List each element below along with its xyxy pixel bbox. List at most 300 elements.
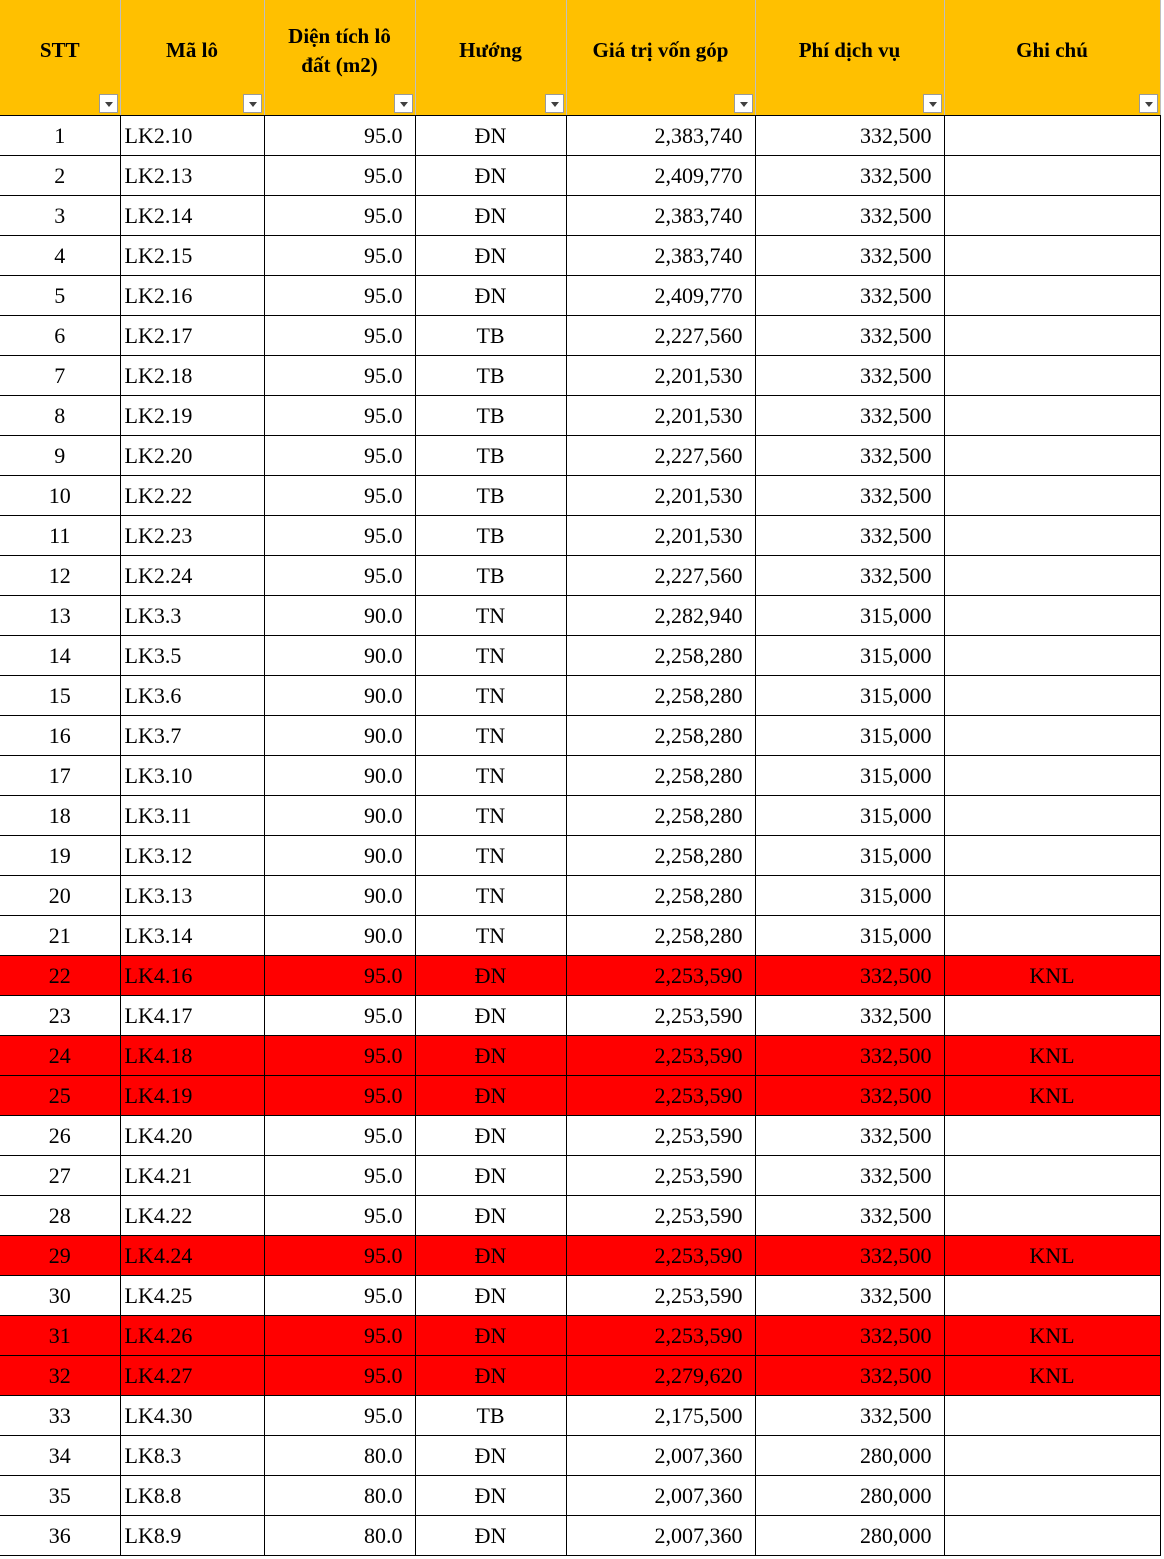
table-header	[0, 0, 1160, 116]
lot-code-cell[interactable]: LK2.18	[120, 356, 264, 396]
service-fee-cell[interactable]: 332,500	[755, 1036, 944, 1076]
direction-cell[interactable]: TN	[415, 836, 566, 876]
contribution-value-cell[interactable]: 2,253,590	[566, 1156, 755, 1196]
lot-code-cell[interactable]: LK3.3	[120, 596, 264, 636]
service-fee-cell[interactable]: 332,500	[755, 1316, 944, 1356]
direction-cell[interactable]: ĐN	[415, 156, 566, 196]
contribution-value-cell[interactable]: 2,175,500	[566, 1396, 755, 1436]
contribution-value-cell[interactable]: 2,253,590	[566, 1036, 755, 1076]
direction-cell[interactable]: ĐN	[415, 1436, 566, 1476]
note-cell[interactable]	[944, 516, 1160, 556]
stt-cell[interactable]: 33	[0, 1396, 120, 1436]
area-cell[interactable]: 95.0	[264, 276, 415, 316]
contribution-value-cell[interactable]: 2,253,590	[566, 1316, 755, 1356]
header-stt[interactable]	[0, 0, 120, 116]
area-cell[interactable]: 95.0	[264, 516, 415, 556]
header-label: Ghi chú	[1016, 38, 1088, 62]
service-fee-cell[interactable]: 332,500	[755, 316, 944, 356]
service-fee-cell[interactable]: 280,000	[755, 1436, 944, 1476]
lot-code-cell[interactable]: LK2.10	[120, 116, 264, 156]
lot-code-cell[interactable]: LK4.24	[120, 1236, 264, 1276]
stt-cell[interactable]: 23	[0, 996, 120, 1036]
area-cell[interactable]: 95.0	[264, 436, 415, 476]
table-row	[0, 876, 1160, 916]
service-fee-cell[interactable]: 332,500	[755, 476, 944, 516]
lot-code-cell[interactable]: LK4.27	[120, 1356, 264, 1396]
contribution-value-cell[interactable]: 2,253,590	[566, 1236, 755, 1276]
note-cell[interactable]	[944, 596, 1160, 636]
table-row	[0, 1036, 1160, 1076]
area-cell[interactable]: 95.0	[264, 316, 415, 356]
direction-cell[interactable]: ĐN	[415, 236, 566, 276]
lot-code-cell[interactable]: LK2.16	[120, 276, 264, 316]
lot-code-cell[interactable]: LK4.17	[120, 996, 264, 1036]
stt-cell[interactable]: 3	[0, 196, 120, 236]
contribution-value-cell[interactable]: 2,201,530	[566, 516, 755, 556]
lot-code-cell[interactable]: LK4.16	[120, 956, 264, 996]
contribution-value-cell[interactable]: 2,253,590	[566, 1276, 755, 1316]
service-fee-cell[interactable]: 332,500	[755, 556, 944, 596]
contribution-value-cell[interactable]: 2,383,740	[566, 116, 755, 156]
lot-code-cell[interactable]: LK2.24	[120, 556, 264, 596]
note-cell[interactable]	[944, 1276, 1160, 1316]
note-cell[interactable]	[944, 1156, 1160, 1196]
contribution-value-cell[interactable]: 2,253,590	[566, 1116, 755, 1156]
filter-dropdown-icon[interactable]	[243, 94, 262, 113]
direction-cell[interactable]: TN	[415, 876, 566, 916]
area-cell[interactable]: 95.0	[264, 396, 415, 436]
note-cell[interactable]	[944, 276, 1160, 316]
stt-cell[interactable]: 32	[0, 1356, 120, 1396]
header-label: STT	[39, 38, 80, 62]
table-body	[0, 116, 1160, 1556]
header-gia-tri-von-gop[interactable]	[566, 0, 755, 116]
area-cell[interactable]: 90.0	[264, 796, 415, 836]
area-cell[interactable]: 80.0	[264, 1476, 415, 1516]
table-row	[0, 316, 1160, 356]
filter-dropdown-icon[interactable]	[734, 94, 753, 113]
lot-code-cell[interactable]: LK3.11	[120, 796, 264, 836]
service-fee-cell[interactable]: 315,000	[755, 596, 944, 636]
header-label: Phí dịch vụ	[798, 38, 901, 62]
lot-code-cell[interactable]: LK2.15	[120, 236, 264, 276]
contribution-value-cell[interactable]: 2,201,530	[566, 356, 755, 396]
lot-code-cell[interactable]: LK4.20	[120, 1116, 264, 1156]
lot-code-cell[interactable]: LK4.22	[120, 1196, 264, 1236]
area-cell[interactable]: 95.0	[264, 476, 415, 516]
stt-cell[interactable]: 2	[0, 156, 120, 196]
stt-cell[interactable]: 35	[0, 1476, 120, 1516]
direction-cell[interactable]: ĐN	[415, 996, 566, 1036]
area-cell[interactable]: 95.0	[264, 356, 415, 396]
direction-cell[interactable]: ĐN	[415, 1236, 566, 1276]
stt-cell[interactable]: 27	[0, 1156, 120, 1196]
contribution-value-cell[interactable]: 2,007,360	[566, 1436, 755, 1476]
note-cell[interactable]	[944, 1516, 1160, 1556]
direction-cell[interactable]: ĐN	[415, 956, 566, 996]
direction-cell[interactable]: TB	[415, 396, 566, 436]
note-cell[interactable]	[944, 916, 1160, 956]
note-cell[interactable]	[944, 1196, 1160, 1236]
area-cell[interactable]: 80.0	[264, 1516, 415, 1556]
contribution-value-cell[interactable]: 2,201,530	[566, 476, 755, 516]
direction-cell[interactable]: TB	[415, 556, 566, 596]
direction-cell[interactable]: ĐN	[415, 1476, 566, 1516]
service-fee-cell[interactable]: 315,000	[755, 756, 944, 796]
note-cell[interactable]: KNL	[944, 1076, 1160, 1116]
note-cell[interactable]	[944, 116, 1160, 156]
service-fee-cell[interactable]: 332,500	[755, 1236, 944, 1276]
area-cell[interactable]: 95.0	[264, 1116, 415, 1156]
area-cell[interactable]: 95.0	[264, 1036, 415, 1076]
note-cell[interactable]	[944, 196, 1160, 236]
header-label: Mã lô	[166, 38, 218, 62]
area-cell[interactable]: 95.0	[264, 556, 415, 596]
table-row	[0, 916, 1160, 956]
service-fee-cell[interactable]: 332,500	[755, 1276, 944, 1316]
stt-cell[interactable]: 11	[0, 516, 120, 556]
direction-cell[interactable]: TB	[415, 476, 566, 516]
table-row	[0, 1196, 1160, 1236]
service-fee-cell[interactable]: 280,000	[755, 1516, 944, 1556]
service-fee-cell[interactable]: 315,000	[755, 916, 944, 956]
direction-cell[interactable]: TN	[415, 596, 566, 636]
stt-cell[interactable]: 8	[0, 396, 120, 436]
area-cell[interactable]: 95.0	[264, 1076, 415, 1116]
note-cell[interactable]	[944, 1116, 1160, 1156]
stt-cell[interactable]: 22	[0, 956, 120, 996]
area-cell[interactable]: 90.0	[264, 756, 415, 796]
lot-code-cell[interactable]: LK3.13	[120, 876, 264, 916]
area-cell[interactable]: 95.0	[264, 956, 415, 996]
stt-cell[interactable]: 19	[0, 836, 120, 876]
header-label: Hướng	[459, 38, 522, 62]
service-fee-cell[interactable]: 315,000	[755, 796, 944, 836]
contribution-value-cell[interactable]: 2,007,360	[566, 1516, 755, 1556]
direction-cell[interactable]: ĐN	[415, 1076, 566, 1116]
header-phi-dich-vu[interactable]	[755, 0, 944, 116]
direction-cell[interactable]: ĐN	[415, 116, 566, 156]
note-cell[interactable]	[944, 876, 1160, 916]
direction-cell[interactable]: ĐN	[415, 1276, 566, 1316]
filter-dropdown-icon[interactable]	[394, 94, 413, 113]
service-fee-cell[interactable]: 315,000	[755, 876, 944, 916]
note-cell[interactable]	[944, 796, 1160, 836]
header-dien-tich[interactable]	[264, 0, 415, 116]
service-fee-cell[interactable]: 315,000	[755, 676, 944, 716]
stt-cell[interactable]: 7	[0, 356, 120, 396]
contribution-value-cell[interactable]: 2,258,280	[566, 876, 755, 916]
service-fee-cell[interactable]: 332,500	[755, 1396, 944, 1436]
direction-cell[interactable]: TN	[415, 916, 566, 956]
service-fee-cell[interactable]: 315,000	[755, 716, 944, 756]
note-cell[interactable]	[944, 676, 1160, 716]
table-row	[0, 956, 1160, 996]
service-fee-cell[interactable]: 332,500	[755, 1156, 944, 1196]
service-fee-cell[interactable]: 332,500	[755, 276, 944, 316]
lot-code-cell[interactable]: LK8.9	[120, 1516, 264, 1556]
service-fee-cell[interactable]: 332,500	[755, 116, 944, 156]
service-fee-cell[interactable]: 332,500	[755, 436, 944, 476]
table-row	[0, 436, 1160, 476]
service-fee-cell[interactable]: 315,000	[755, 636, 944, 676]
area-cell[interactable]: 95.0	[264, 196, 415, 236]
direction-cell[interactable]: TB	[415, 436, 566, 476]
lot-code-cell[interactable]: LK4.25	[120, 1276, 264, 1316]
stt-cell[interactable]: 26	[0, 1116, 120, 1156]
table-row	[0, 836, 1160, 876]
lot-code-cell[interactable]: LK2.22	[120, 476, 264, 516]
direction-cell[interactable]: TN	[415, 756, 566, 796]
area-cell[interactable]: 90.0	[264, 716, 415, 756]
stt-cell[interactable]: 29	[0, 1236, 120, 1276]
area-cell[interactable]: 90.0	[264, 596, 415, 636]
stt-cell[interactable]: 16	[0, 716, 120, 756]
contribution-value-cell[interactable]: 2,383,740	[566, 196, 755, 236]
note-cell[interactable]: KNL	[944, 1316, 1160, 1356]
contribution-value-cell[interactable]: 2,258,280	[566, 716, 755, 756]
lot-code-cell[interactable]: LK3.5	[120, 636, 264, 676]
note-cell[interactable]	[944, 1476, 1160, 1516]
table-row	[0, 1076, 1160, 1116]
service-fee-cell[interactable]: 332,500	[755, 1356, 944, 1396]
lot-code-cell[interactable]: LK3.12	[120, 836, 264, 876]
stt-cell[interactable]: 9	[0, 436, 120, 476]
area-cell[interactable]: 95.0	[264, 156, 415, 196]
note-cell[interactable]	[944, 156, 1160, 196]
service-fee-cell[interactable]: 332,500	[755, 396, 944, 436]
contribution-value-cell[interactable]: 2,258,280	[566, 636, 755, 676]
service-fee-cell[interactable]: 280,000	[755, 1476, 944, 1516]
service-fee-cell[interactable]: 332,500	[755, 956, 944, 996]
contribution-value-cell[interactable]: 2,253,590	[566, 1076, 755, 1116]
lot-code-cell[interactable]: LK2.19	[120, 396, 264, 436]
table-row	[0, 1236, 1160, 1276]
header-ma-lo[interactable]	[120, 0, 264, 116]
stt-cell[interactable]: 24	[0, 1036, 120, 1076]
contribution-value-cell[interactable]: 2,258,280	[566, 756, 755, 796]
stt-cell[interactable]: 4	[0, 236, 120, 276]
direction-cell[interactable]: ĐN	[415, 1156, 566, 1196]
lot-code-cell[interactable]: LK8.8	[120, 1476, 264, 1516]
area-cell[interactable]: 95.0	[264, 1356, 415, 1396]
contribution-value-cell[interactable]: 2,383,740	[566, 236, 755, 276]
note-cell[interactable]	[944, 436, 1160, 476]
stt-cell[interactable]: 20	[0, 876, 120, 916]
contribution-value-cell[interactable]: 2,227,560	[566, 316, 755, 356]
area-cell[interactable]: 95.0	[264, 1316, 415, 1356]
direction-cell[interactable]: ĐN	[415, 1196, 566, 1236]
direction-cell[interactable]: TB	[415, 1396, 566, 1436]
lot-code-cell[interactable]: LK2.13	[120, 156, 264, 196]
lot-code-cell[interactable]: LK3.6	[120, 676, 264, 716]
direction-cell[interactable]: TB	[415, 356, 566, 396]
contribution-value-cell[interactable]: 2,258,280	[566, 676, 755, 716]
contribution-value-cell[interactable]: 2,201,530	[566, 396, 755, 436]
direction-cell[interactable]: TB	[415, 516, 566, 556]
contribution-value-cell[interactable]: 2,227,560	[566, 556, 755, 596]
note-cell[interactable]: KNL	[944, 1036, 1160, 1076]
contribution-value-cell[interactable]: 2,409,770	[566, 276, 755, 316]
note-cell[interactable]	[944, 316, 1160, 356]
stt-cell[interactable]: 13	[0, 596, 120, 636]
note-cell[interactable]: KNL	[944, 1236, 1160, 1276]
note-cell[interactable]	[944, 836, 1160, 876]
header-ghi-chu[interactable]	[944, 0, 1160, 116]
area-cell[interactable]: 95.0	[264, 996, 415, 1036]
contribution-value-cell[interactable]: 2,282,940	[566, 596, 755, 636]
stt-cell[interactable]: 36	[0, 1516, 120, 1556]
note-cell[interactable]	[944, 556, 1160, 596]
lot-code-cell[interactable]: LK4.18	[120, 1036, 264, 1076]
stt-cell[interactable]: 5	[0, 276, 120, 316]
service-fee-cell[interactable]: 315,000	[755, 836, 944, 876]
contribution-value-cell[interactable]: 2,279,620	[566, 1356, 755, 1396]
note-cell[interactable]	[944, 996, 1160, 1036]
table-row	[0, 276, 1160, 316]
service-fee-cell[interactable]: 332,500	[755, 996, 944, 1036]
note-cell[interactable]	[944, 1396, 1160, 1436]
table-row	[0, 356, 1160, 396]
note-cell[interactable]	[944, 716, 1160, 756]
stt-cell[interactable]: 14	[0, 636, 120, 676]
direction-cell[interactable]: ĐN	[415, 1356, 566, 1396]
area-cell[interactable]: 80.0	[264, 1436, 415, 1476]
note-cell[interactable]: KNL	[944, 956, 1160, 996]
direction-cell[interactable]: TN	[415, 716, 566, 756]
service-fee-cell[interactable]: 332,500	[755, 156, 944, 196]
area-cell[interactable]: 90.0	[264, 676, 415, 716]
note-cell[interactable]	[944, 476, 1160, 516]
note-cell[interactable]: KNL	[944, 1356, 1160, 1396]
note-cell[interactable]	[944, 636, 1160, 676]
area-cell[interactable]: 90.0	[264, 916, 415, 956]
stt-cell[interactable]: 21	[0, 916, 120, 956]
filter-dropdown-icon[interactable]	[99, 94, 118, 113]
stt-cell[interactable]: 25	[0, 1076, 120, 1116]
note-cell[interactable]	[944, 236, 1160, 276]
area-cell[interactable]: 95.0	[264, 1236, 415, 1276]
table-row	[0, 676, 1160, 716]
table-row	[0, 1436, 1160, 1476]
contribution-value-cell[interactable]: 2,007,360	[566, 1476, 755, 1516]
service-fee-cell[interactable]: 332,500	[755, 236, 944, 276]
contribution-value-cell[interactable]: 2,253,590	[566, 956, 755, 996]
note-cell[interactable]	[944, 1436, 1160, 1476]
service-fee-cell[interactable]: 332,500	[755, 196, 944, 236]
service-fee-cell[interactable]: 332,500	[755, 516, 944, 556]
area-cell[interactable]: 90.0	[264, 836, 415, 876]
lot-code-cell[interactable]: LK2.23	[120, 516, 264, 556]
direction-cell[interactable]: ĐN	[415, 1516, 566, 1556]
note-cell[interactable]	[944, 356, 1160, 396]
stt-cell[interactable]: 34	[0, 1436, 120, 1476]
lot-code-cell[interactable]: LK4.30	[120, 1396, 264, 1436]
direction-cell[interactable]: TN	[415, 676, 566, 716]
table-row	[0, 1276, 1160, 1316]
table-row	[0, 396, 1160, 436]
direction-cell[interactable]: ĐN	[415, 1036, 566, 1076]
lot-code-cell[interactable]: LK3.10	[120, 756, 264, 796]
contribution-value-cell[interactable]: 2,258,280	[566, 796, 755, 836]
area-cell[interactable]: 95.0	[264, 1396, 415, 1436]
stt-cell[interactable]: 15	[0, 676, 120, 716]
stt-cell[interactable]: 6	[0, 316, 120, 356]
area-cell[interactable]: 95.0	[264, 116, 415, 156]
lot-code-cell[interactable]: LK3.7	[120, 716, 264, 756]
lot-code-cell[interactable]: LK2.20	[120, 436, 264, 476]
filter-dropdown-icon[interactable]	[545, 94, 564, 113]
lot-code-cell[interactable]: LK3.14	[120, 916, 264, 956]
filter-dropdown-icon[interactable]	[1139, 94, 1158, 113]
contribution-value-cell[interactable]: 2,409,770	[566, 156, 755, 196]
table-row	[0, 196, 1160, 236]
table-row	[0, 476, 1160, 516]
table-row	[0, 116, 1160, 156]
contribution-value-cell[interactable]: 2,227,560	[566, 436, 755, 476]
lot-code-cell[interactable]: LK4.19	[120, 1076, 264, 1116]
area-cell[interactable]: 90.0	[264, 876, 415, 916]
table-row	[0, 1356, 1160, 1396]
service-fee-cell[interactable]: 332,500	[755, 356, 944, 396]
table-row	[0, 1476, 1160, 1516]
direction-cell[interactable]: ĐN	[415, 1116, 566, 1156]
area-cell[interactable]: 95.0	[264, 1196, 415, 1236]
lot-code-cell[interactable]: LK4.21	[120, 1156, 264, 1196]
stt-cell[interactable]: 28	[0, 1196, 120, 1236]
stt-cell[interactable]: 12	[0, 556, 120, 596]
service-fee-cell[interactable]: 332,500	[755, 1076, 944, 1116]
stt-cell[interactable]: 17	[0, 756, 120, 796]
area-cell[interactable]: 95.0	[264, 236, 415, 276]
area-cell[interactable]: 95.0	[264, 1276, 415, 1316]
lot-code-cell[interactable]: LK4.26	[120, 1316, 264, 1356]
contribution-value-cell[interactable]: 2,258,280	[566, 916, 755, 956]
stt-cell[interactable]: 18	[0, 796, 120, 836]
header-label: Diện tích lô đất (m2)	[288, 23, 391, 77]
filter-dropdown-icon[interactable]	[923, 94, 942, 113]
direction-cell[interactable]: TN	[415, 636, 566, 676]
contribution-value-cell[interactable]: 2,253,590	[566, 1196, 755, 1236]
contribution-value-cell[interactable]: 2,253,590	[566, 996, 755, 1036]
direction-cell[interactable]: TN	[415, 796, 566, 836]
note-cell[interactable]	[944, 756, 1160, 796]
table-row	[0, 1116, 1160, 1156]
lot-code-cell[interactable]: LK8.3	[120, 1436, 264, 1476]
area-cell[interactable]: 95.0	[264, 1156, 415, 1196]
direction-cell[interactable]: ĐN	[415, 196, 566, 236]
service-fee-cell[interactable]: 332,500	[755, 1196, 944, 1236]
service-fee-cell[interactable]: 332,500	[755, 1116, 944, 1156]
note-cell[interactable]	[944, 396, 1160, 436]
lot-code-cell[interactable]: LK2.17	[120, 316, 264, 356]
direction-cell[interactable]: ĐN	[415, 1316, 566, 1356]
contribution-value-cell[interactable]: 2,258,280	[566, 836, 755, 876]
direction-cell[interactable]: TB	[415, 316, 566, 356]
table-row	[0, 1156, 1160, 1196]
direction-cell[interactable]: ĐN	[415, 276, 566, 316]
table-row	[0, 756, 1160, 796]
table-row	[0, 236, 1160, 276]
stt-cell[interactable]: 1	[0, 116, 120, 156]
stt-cell[interactable]: 31	[0, 1316, 120, 1356]
stt-cell[interactable]: 30	[0, 1276, 120, 1316]
table-row	[0, 596, 1160, 636]
lot-code-cell[interactable]: LK2.14	[120, 196, 264, 236]
stt-cell[interactable]: 10	[0, 476, 120, 516]
header-huong[interactable]	[415, 0, 566, 116]
area-cell[interactable]: 90.0	[264, 636, 415, 676]
